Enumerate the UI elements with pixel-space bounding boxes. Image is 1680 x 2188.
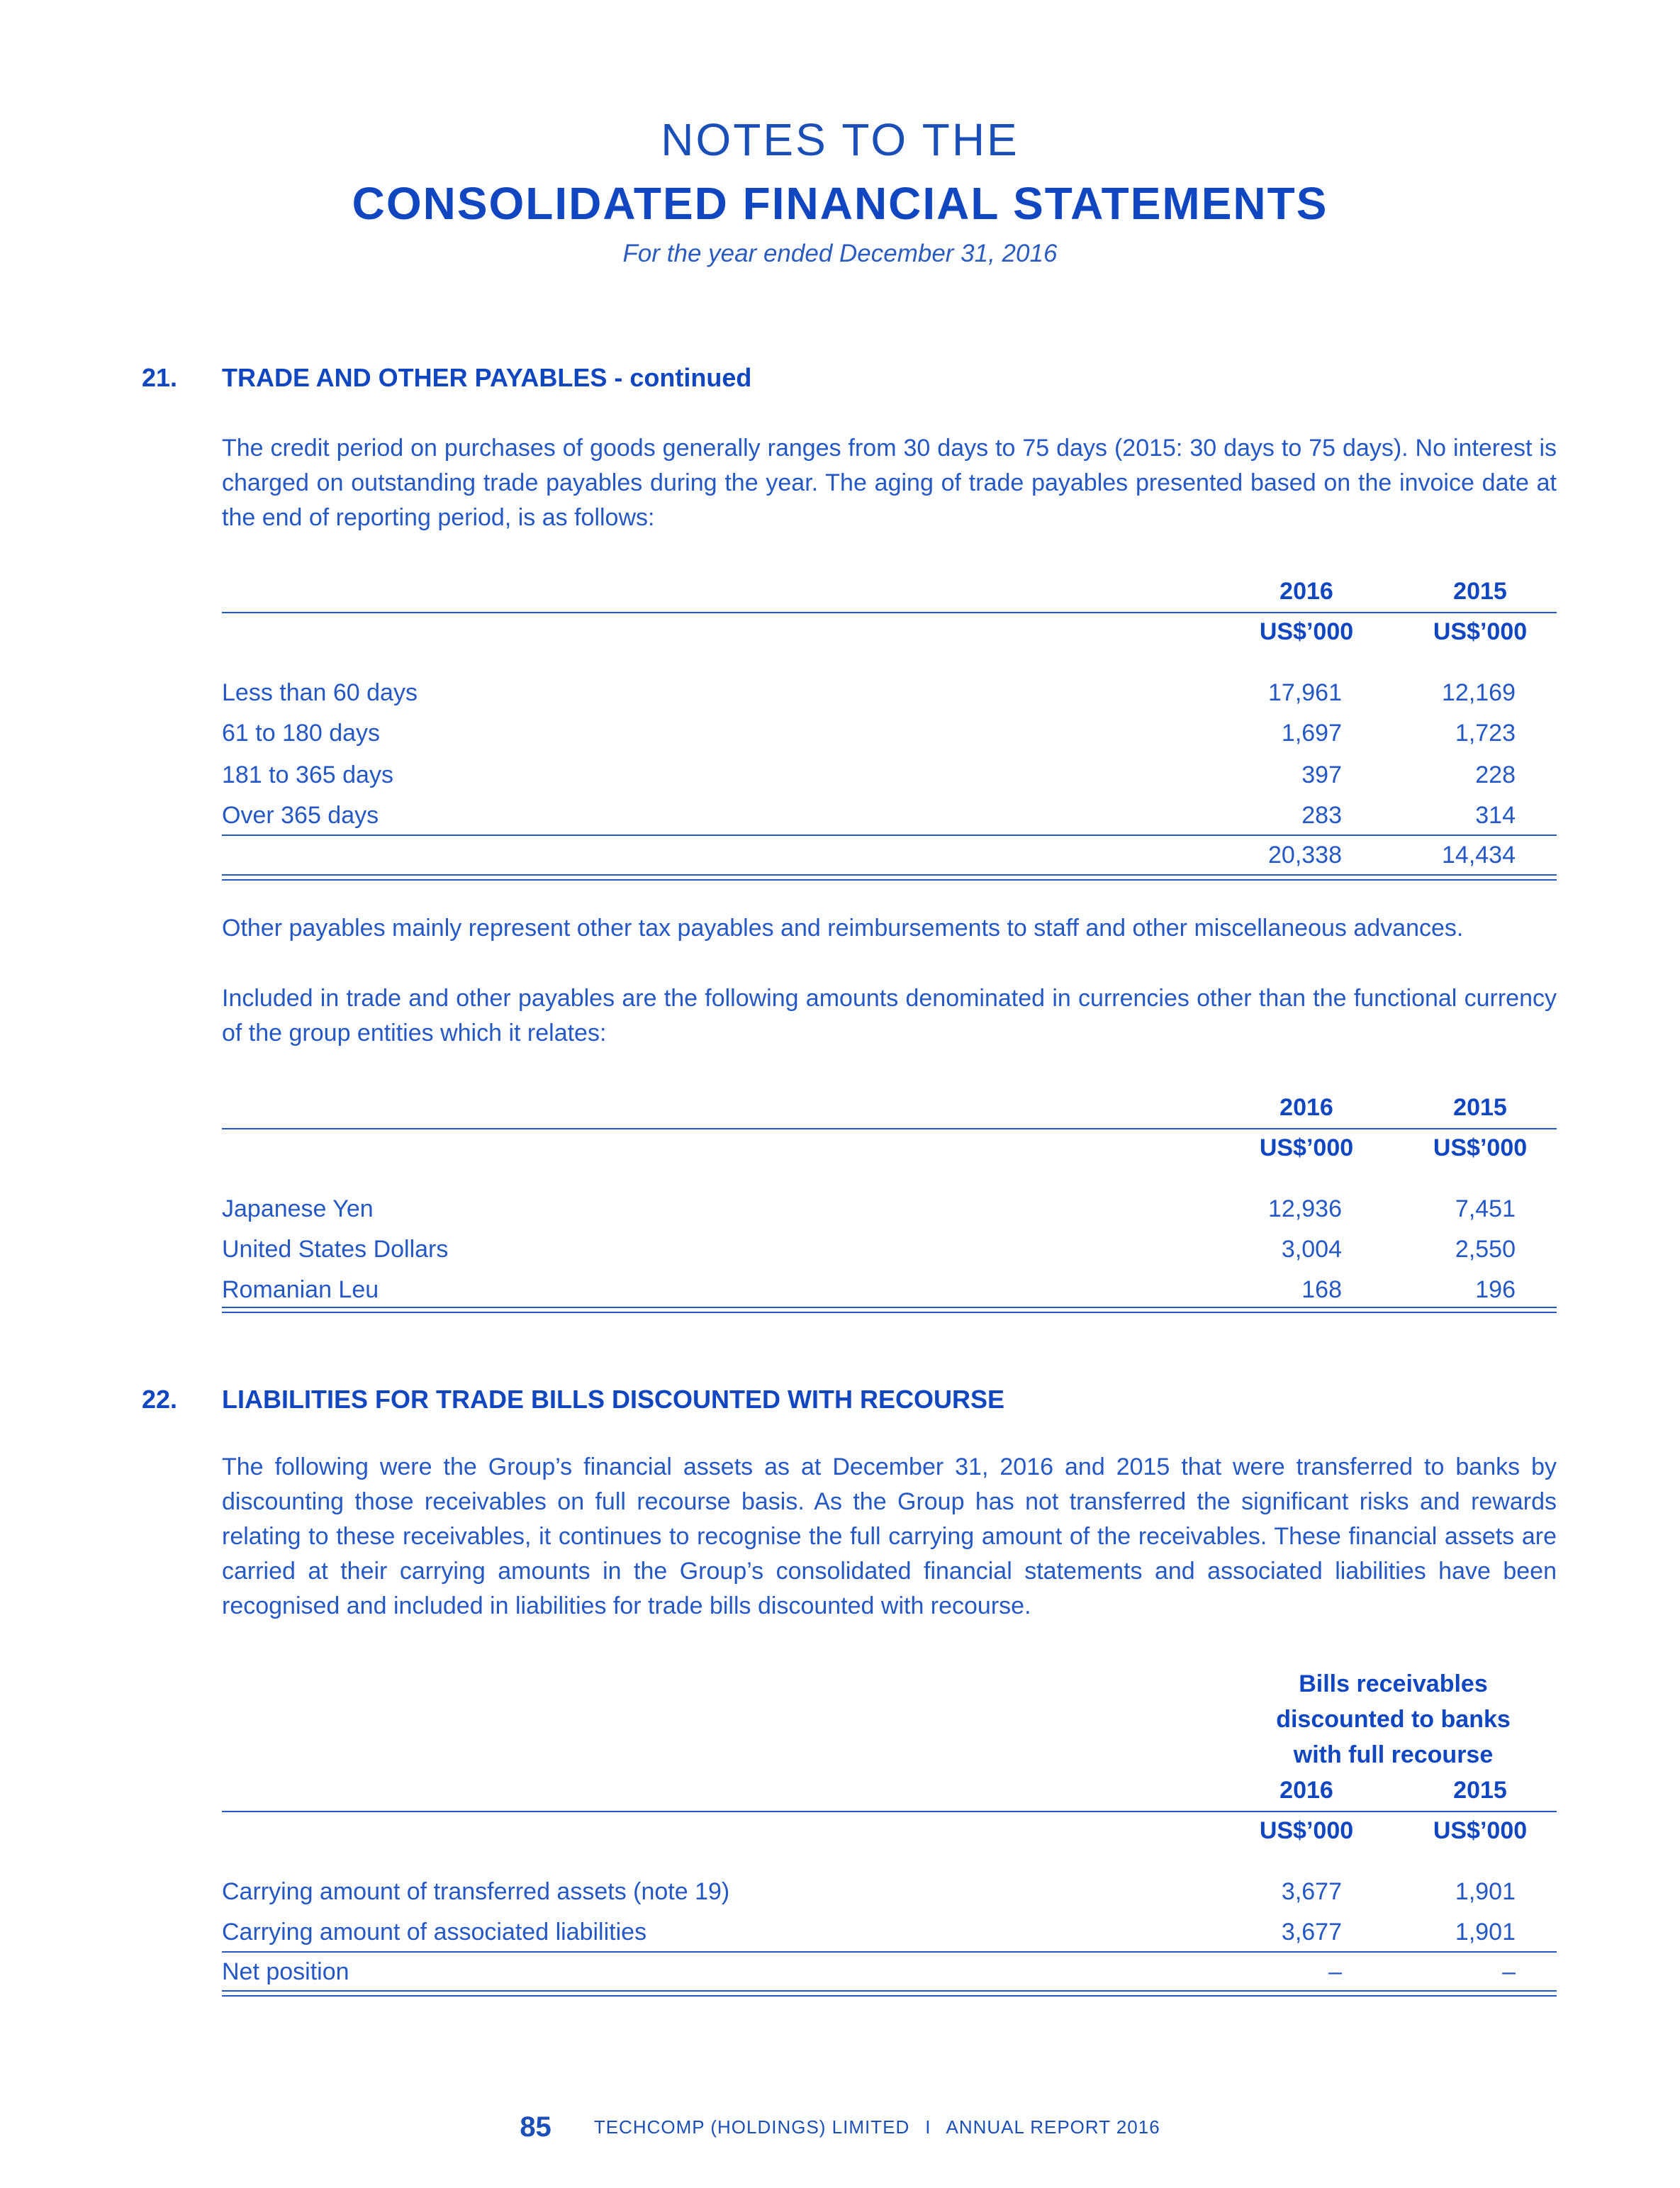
table-total-2016: 20,338 <box>1268 842 1342 869</box>
section-22-paragraph-1: The following were the Group’s financial assets as at December 31, 2016 and 2015 that were transferred to banks by discounting those receivables on full recourse basis. As the Group has not transferred the significant risks and rewards relating to these receivables, it continues to recognise the full carrying amount of the receivables. These financial assets are carried at their carrying amounts in the Group’s consolidated financial statements and associated liabilities have been recognised and included in liabilities for trade bills discounted with recourse. <box>222 1453 1557 1619</box>
table-cell: 283 <box>1301 802 1342 829</box>
column-header-2015: 2015 <box>1453 1777 1507 1804</box>
unit-header-2016: US$’000 <box>1259 1817 1354 1844</box>
table-cell: 17,961 <box>1268 679 1342 706</box>
table-row-label: Over 365 days <box>222 802 379 829</box>
footer-separator: I <box>925 2116 931 2138</box>
bills-header-line-1: Bills receivables <box>1299 1670 1488 1697</box>
section-21-number: 21. <box>142 363 178 392</box>
table-double-rule <box>222 1990 1557 1997</box>
column-header-2016: 2016 <box>1279 1094 1333 1121</box>
table-cell: 3,677 <box>1281 1878 1342 1905</box>
table-cell: 7,451 <box>1455 1195 1516 1222</box>
column-header-2015: 2015 <box>1453 1094 1507 1121</box>
page-number: 85 <box>520 2111 551 2143</box>
table-total-2015: 14,434 <box>1442 842 1516 869</box>
unit-header-2015: US$’000 <box>1433 1134 1528 1161</box>
table-cell: 196 <box>1475 1276 1516 1303</box>
table-rule <box>222 1128 1557 1129</box>
table-cell: 3,004 <box>1281 1236 1342 1263</box>
section-21-paragraph-2: Other payables mainly represent other tax payables and reimbursements to staff and other miscellaneous advances. <box>222 915 1464 942</box>
unit-header-2016: US$’000 <box>1259 1134 1354 1161</box>
table-row-label: United States Dollars <box>222 1236 449 1263</box>
net-position-label: Net position <box>222 1958 349 1985</box>
column-header-2016: 2016 <box>1279 578 1333 605</box>
table-rule <box>222 835 1557 836</box>
page-footer <box>0 2111 1680 2143</box>
footer-report: ANNUAL REPORT 2016 <box>946 2116 1160 2138</box>
table-row-label: Carrying amount of associated liabilities <box>222 1919 647 1946</box>
table-cell: 397 <box>1301 761 1342 788</box>
page-title: CONSOLIDATED FINANCIAL STATEMENTS <box>352 178 1328 229</box>
table-cell: 168 <box>1301 1276 1342 1303</box>
table-cell: 1,723 <box>1455 720 1516 747</box>
section-22-number: 22. <box>142 1385 178 1414</box>
column-header-2016: 2016 <box>1279 1777 1333 1804</box>
unit-header-2015: US$’000 <box>1433 618 1528 645</box>
bills-header-line-3: with full recourse <box>1293 1741 1494 1768</box>
table-row-label: Romanian Leu <box>222 1276 379 1303</box>
bills-header-line-2: discounted to banks <box>1276 1706 1511 1733</box>
section-21-paragraph-1: The credit period on purchases of goods generally ranges from 30 days to 75 days (2015: 30 days to 75 days). No interest is charged on outstanding trade payables during the year. The aging of trade payables presented based on the invoice date at the end of reporting period, is as follows: <box>222 435 1557 531</box>
unit-header-2015: US$’000 <box>1433 1817 1528 1844</box>
unit-header-2016: US$’000 <box>1259 618 1354 645</box>
table-cell: 228 <box>1475 761 1516 788</box>
footer-company: TECHCOMP (HOLDINGS) LIMITED <box>593 2116 910 2138</box>
section-21-title: TRADE AND OTHER PAYABLES - continued <box>222 363 752 392</box>
table-rule <box>222 1951 1557 1953</box>
table-row-label: 61 to 180 days <box>222 720 381 747</box>
page-subtitle: For the year ended December 31, 2016 <box>622 240 1058 267</box>
table-row-label: Carrying amount of transferred assets (note 19) <box>222 1878 730 1905</box>
table-row-label: Less than 60 days <box>222 679 418 706</box>
table-row-label: 181 to 365 days <box>222 761 393 788</box>
net-position-2016: – <box>1328 1958 1342 1985</box>
table-cell: 1,901 <box>1455 1878 1516 1905</box>
header-notes: NOTES TO THE <box>661 114 1019 165</box>
table-cell: 12,936 <box>1268 1195 1342 1222</box>
table-cell: 2,550 <box>1455 1236 1516 1263</box>
section-22-title: LIABILITIES FOR TRADE BILLS DISCOUNTED WITH RECOURSE <box>222 1385 1004 1414</box>
table-double-rule <box>222 874 1557 881</box>
section-21-paragraph-3: Included in trade and other payables are the following amounts denominated in currencies other than the functional currency of the group entities which it relates: <box>222 985 1557 1046</box>
net-position-2015: – <box>1502 1958 1516 1985</box>
table-cell: 3,677 <box>1281 1919 1342 1946</box>
table-double-rule <box>222 1307 1557 1313</box>
table-cell: 1,901 <box>1455 1919 1516 1946</box>
column-header-2015: 2015 <box>1453 578 1507 605</box>
table-row-label: Japanese Yen <box>222 1195 374 1222</box>
table-rule <box>222 612 1557 613</box>
table-rule <box>222 1811 1557 1812</box>
table-cell: 1,697 <box>1281 720 1342 747</box>
table-cell: 314 <box>1475 802 1516 829</box>
table-cell: 12,169 <box>1442 679 1516 706</box>
